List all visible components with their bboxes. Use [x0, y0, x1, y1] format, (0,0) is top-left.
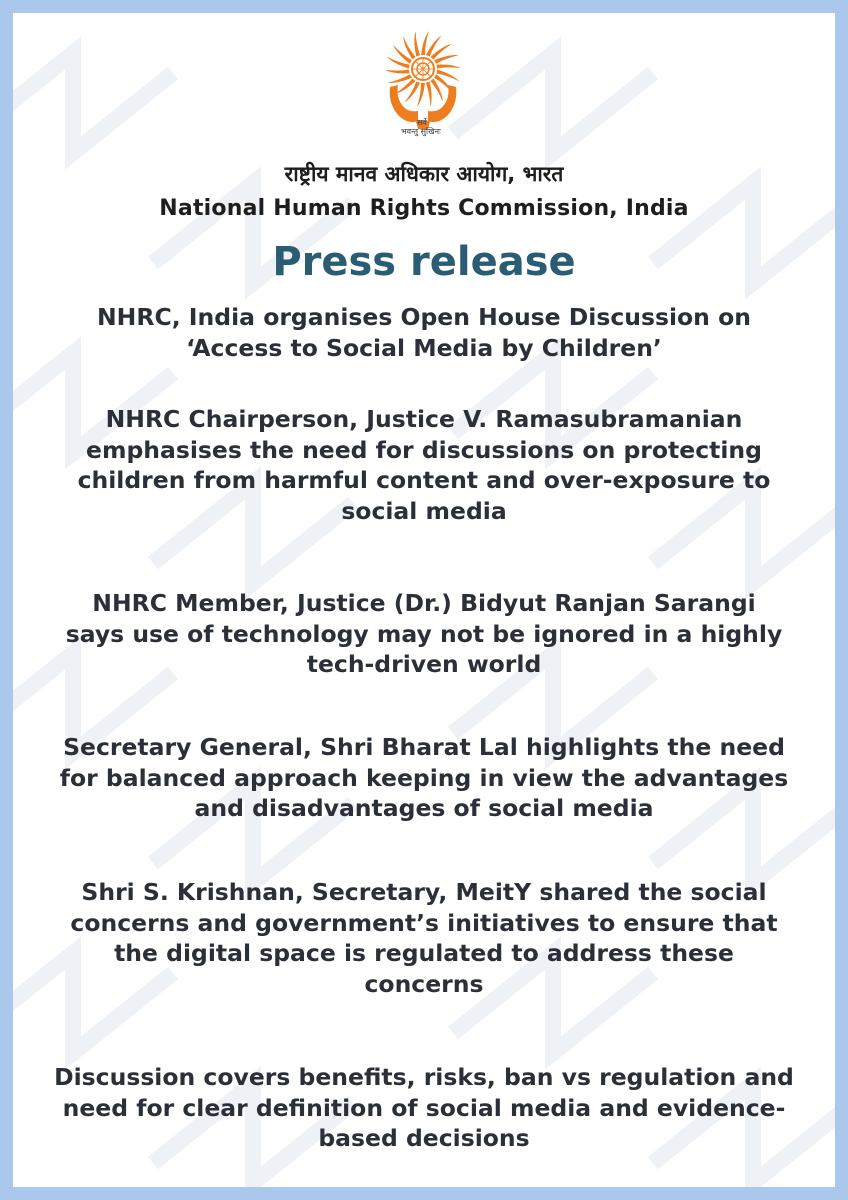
paragraph-line: social media: [341, 496, 507, 525]
paragraph-line: need for clear definition of social media and evidence-: [62, 1093, 786, 1122]
paragraph-line: for balanced approach keeping in view the advantages: [59, 763, 789, 792]
paragraph-line: tech-driven world: [306, 650, 542, 678]
paragraph-line: Discussion covers benefits, risks, ban vs regulation and: [54, 1063, 794, 1091]
motto-line-1: सर्वे: [417, 118, 427, 127]
press-release-page: [13, 13, 835, 1187]
paragraph-line: concerns and government’s initiatives to ensure that: [70, 908, 778, 937]
logo-motto: [383, 118, 463, 136]
discussion-summary-paragraph: [23, 1062, 825, 1154]
paragraph-line: Shri S. Krishnan, Secretary, MeitY shared the social: [81, 878, 767, 906]
paragraph-line: the digital space is regulated to address these: [114, 939, 734, 967]
nhrc-sun-hands-icon: [380, 29, 466, 155]
paragraph-line: NHRC Member, Justice (Dr.) Bidyut Ranjan Sarangi: [92, 589, 756, 617]
paragraph-line: says use of technology may not be ignored in a highly: [65, 619, 783, 648]
paragraph-line: children from harmful content and over-exposure to: [77, 466, 771, 494]
paragraph-line: concerns: [364, 969, 484, 998]
secretary-general-paragraph: [23, 732, 825, 824]
page-title: Press release: [272, 239, 576, 285]
chairperson-paragraph: [23, 404, 825, 526]
english-org-name: National Human Rights Commission, India: [159, 196, 689, 221]
meity-secretary-paragraph: [23, 877, 825, 999]
member-paragraph: [23, 588, 825, 680]
paragraph-line: based decisions: [318, 1124, 530, 1152]
paragraph-line: Secretary General, Shri Bharat Lal highlights the need: [63, 733, 785, 761]
hindi-org-name: राष्ट्रीय मानव अधिकार आयोग, भारत: [284, 162, 564, 186]
paragraph-line: emphasises the need for discussions on protecting: [86, 435, 762, 464]
motto-line-2: भवन्तु सुखिनः: [401, 127, 441, 136]
headline-paragraph: [23, 302, 825, 363]
paragraph-line: ‘Access to Social Media by Children’: [186, 333, 662, 362]
paragraph-line: NHRC Chairperson, Justice V. Ramasubramanian: [105, 405, 743, 433]
paragraph-line: and disadvantages of social media: [194, 794, 654, 822]
paragraph-line: NHRC, India organises Open House Discussion on: [97, 303, 751, 331]
